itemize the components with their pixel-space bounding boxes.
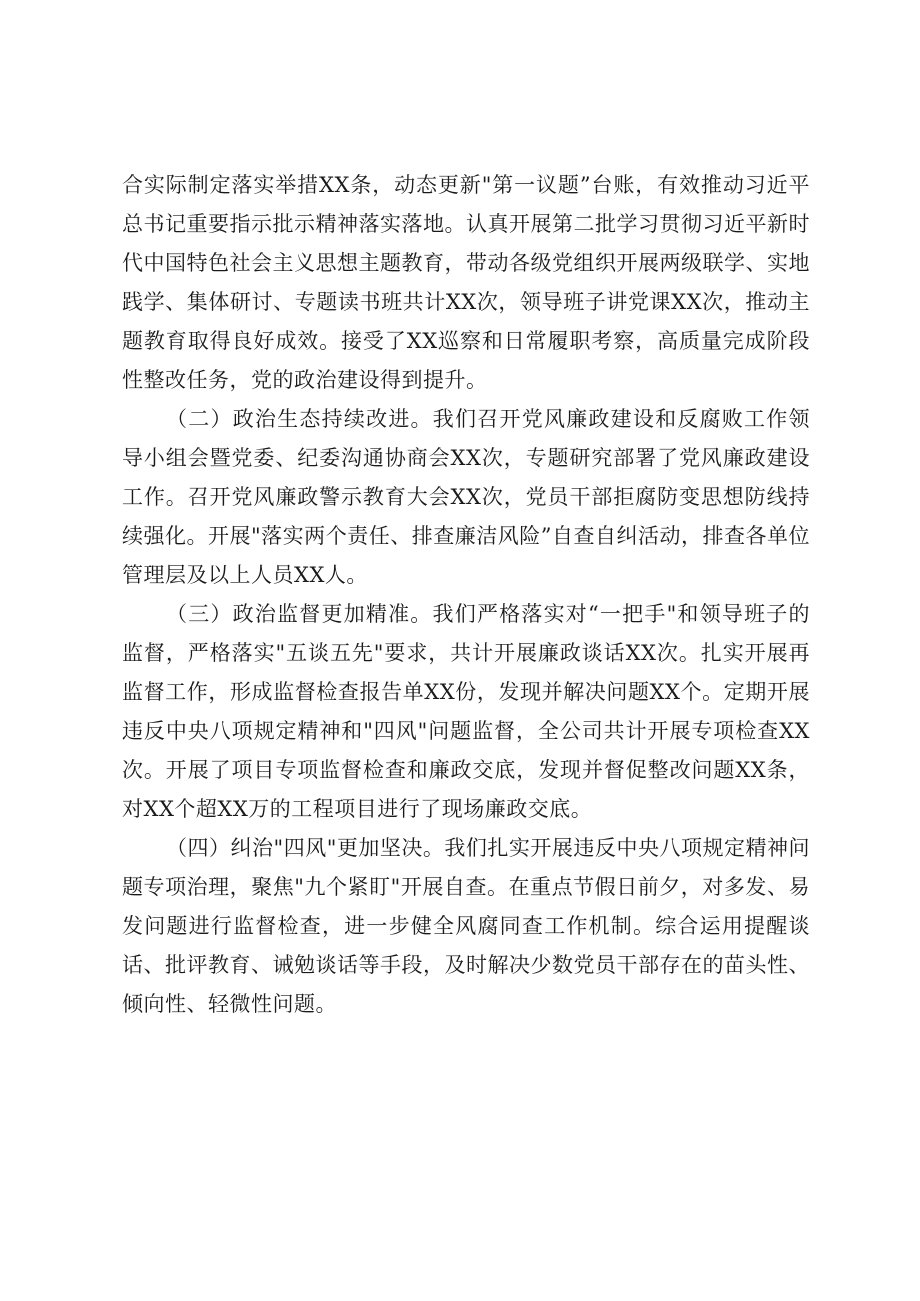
document-body: [122, 166, 810, 1024]
paragraph-continuation: 合实际制定落实举措XX条，动态更新"第一议题”台账，有效推动习近平总书记重要指示批示精神落实落地。认真开展第二批学习贯彻习近平新时代中国特色社会主义思想主题教育，带动各级党组织开展两级联学、实地践学、集体研讨、专题读书班共计XX次，领导班子讲党课XX次，推动主题教育取得良好成效。接受了XX巡察和日常履职考察，高质量完成阶段性整改任务，党的政治建设得到提升。: [122, 173, 810, 392]
paragraph-section-4: （四）纠治"四风"更加坚决。我们扎实开展违反中央八项规定精神问题专项治理，聚焦"九个紧盯"开展自查。在重点节假日前夕，对多发、易发问题进行监督检查，进一步健全风腐同查工作机制。综合运用提醒谈话、批评教育、诫勉谈话等手段，及时解决少数党员干部存在的苗头性、倾向性、轻微性问题。: [122, 836, 810, 1016]
paragraph-section-3: （三）政治监督更加精准。我们严格落实对“一把手"和领导班子的监督，严格落实"五谈五先"要求，共计开展廉政谈话XX次。扎实开展再监督工作，形成监督检查报告单XX份，发现并解决问题XX个。定期开展违反中央八项规定精神和"四风"问题监督，全公司共计开展专项检查XX次。开展了项目专项监督检查和廉政交底，发现并督促整改问题XX条，对XX个超XX万的工程项目进行了现场廉政交底。: [122, 602, 810, 821]
paragraph-section-2: （二）政治生态持续改进。我们召开党风廉政建设和反腐败工作领导小组会暨党委、纪委沟通协商会XX次，专题研究部署了党风廉政建设工作。召开党风廉政警示教育大会XX次，党员干部拒腐防变思想防线持续强化。开展"落实两个责任、排查廉洁风险”自查自纠活动，排查各单位管理层及以上人员XX人。: [122, 407, 810, 587]
